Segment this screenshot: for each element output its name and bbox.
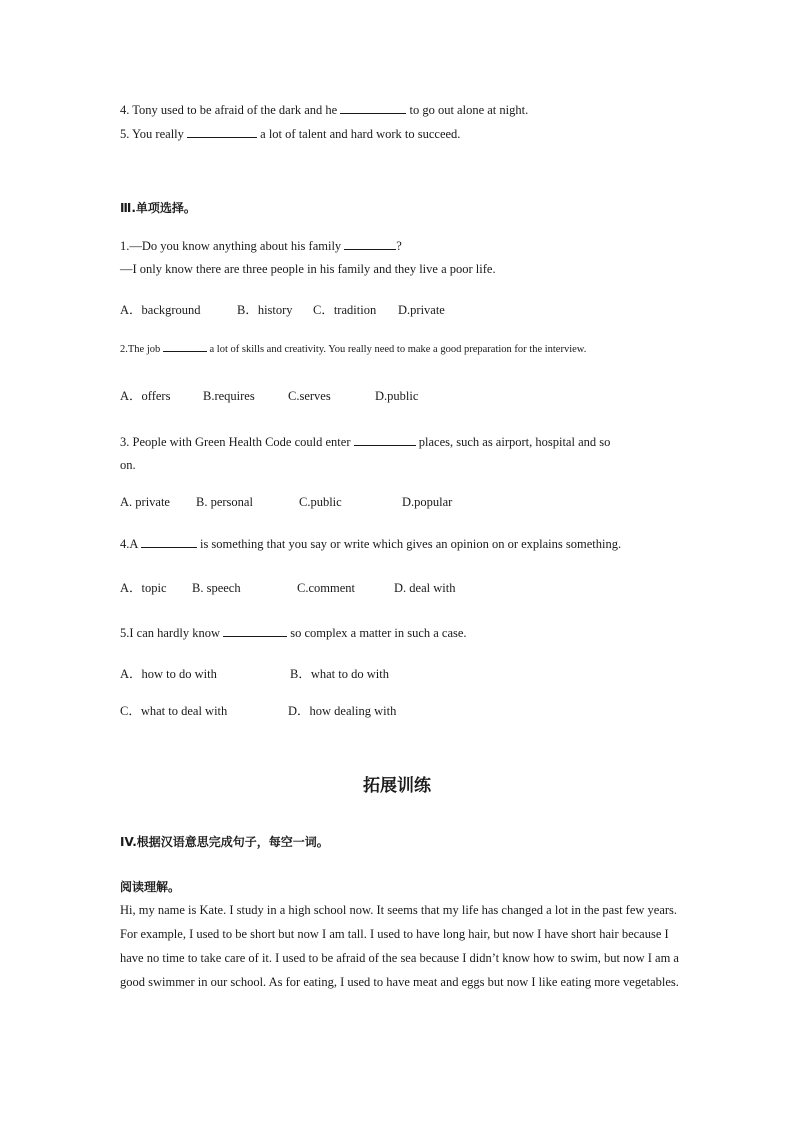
fill-in-item-4 [120,101,528,118]
answer-blank [187,125,257,138]
answer-blank [223,624,287,637]
option-b: B. personal [196,495,253,509]
question-text: so complex a matter in such a case. [287,626,467,640]
question-2 [120,342,586,358]
answer-blank [354,433,416,446]
option-a: A．offers [120,389,171,403]
fill-in-item-5 [120,125,460,142]
question-text: is something that you say or write which gives an opinion on or explains something. [196,537,622,551]
question-text: 5.I can hardly know [120,626,224,640]
item-text: 4. Tony used to be afraid of the dark and he [120,103,341,117]
question-text: a lot of skills and creativity. You really need to make a good preparation for the interview. [206,344,587,355]
option-a: A．background [120,303,201,317]
option-b: B. speech [192,581,241,595]
question-5 [120,624,467,641]
option-d: D.popular [402,495,453,509]
answer-blank [344,237,396,250]
option-a: A. private [120,495,170,509]
option-b: B.requires [203,389,255,403]
option-a: A．topic [120,581,167,595]
item-text: to go out alone at night. [406,103,529,117]
answer-blank [163,342,207,352]
question-text: 2.The job [120,344,163,355]
option-d: D．how dealing with [288,704,397,718]
answer-blank [340,101,406,114]
section-heading-3: Ⅲ.单项选择。 [120,201,196,215]
option-d: D.public [375,389,419,403]
option-d: D. deal with [394,581,456,595]
item-text: 5. You really [120,127,188,141]
section-heading-4: IV.根据汉语意思完成句子，每空一词。 [120,835,329,849]
option-b: B．what to do with [290,667,389,681]
reading-heading: 阅读理解。 [120,880,181,894]
option-c: C.serves [288,389,331,403]
question-text: places, such as airport, hospital and so [415,435,611,449]
option-b: B．history [237,303,293,317]
option-a: A．how to do with [120,667,217,681]
item-text: a lot of talent and hard work to succeed. [257,127,461,141]
question-text: ? [396,239,402,253]
question-1-line-2: —I only know there are three people in his family and they live a poor life. [120,262,496,276]
question-text: 4.A [120,537,141,551]
extension-title: 拓展训练 [363,776,431,796]
option-c: C．what to deal with [120,704,228,718]
question-text: 3. People with Green Health Code could enter [120,435,354,449]
option-c: C．tradition [313,303,377,317]
option-c: C.comment [297,581,355,595]
reading-paragraph: Hi, my name is Kate. I study in a high school now. It seems that my life has changed a lot in the past few years. For example, I used to be short but now I am tall. I used to have long hair, but now I have short hair because I have no time to take care of it. I used to be afraid of the sea because I didn’t know how to swim, but now I am a good swimmer in our school. As for eating, I used to have meat and eggs but now I like eating more vegetables. [120,903,679,989]
question-text: 1.—Do you know anything about his family [120,239,345,253]
question-3 [120,433,610,450]
option-c: C.public [299,495,342,509]
question-3-line-2: on. [120,458,136,472]
question-4 [120,535,621,552]
answer-blank [141,535,197,548]
option-d: D.private [398,303,445,317]
question-1 [120,237,402,254]
